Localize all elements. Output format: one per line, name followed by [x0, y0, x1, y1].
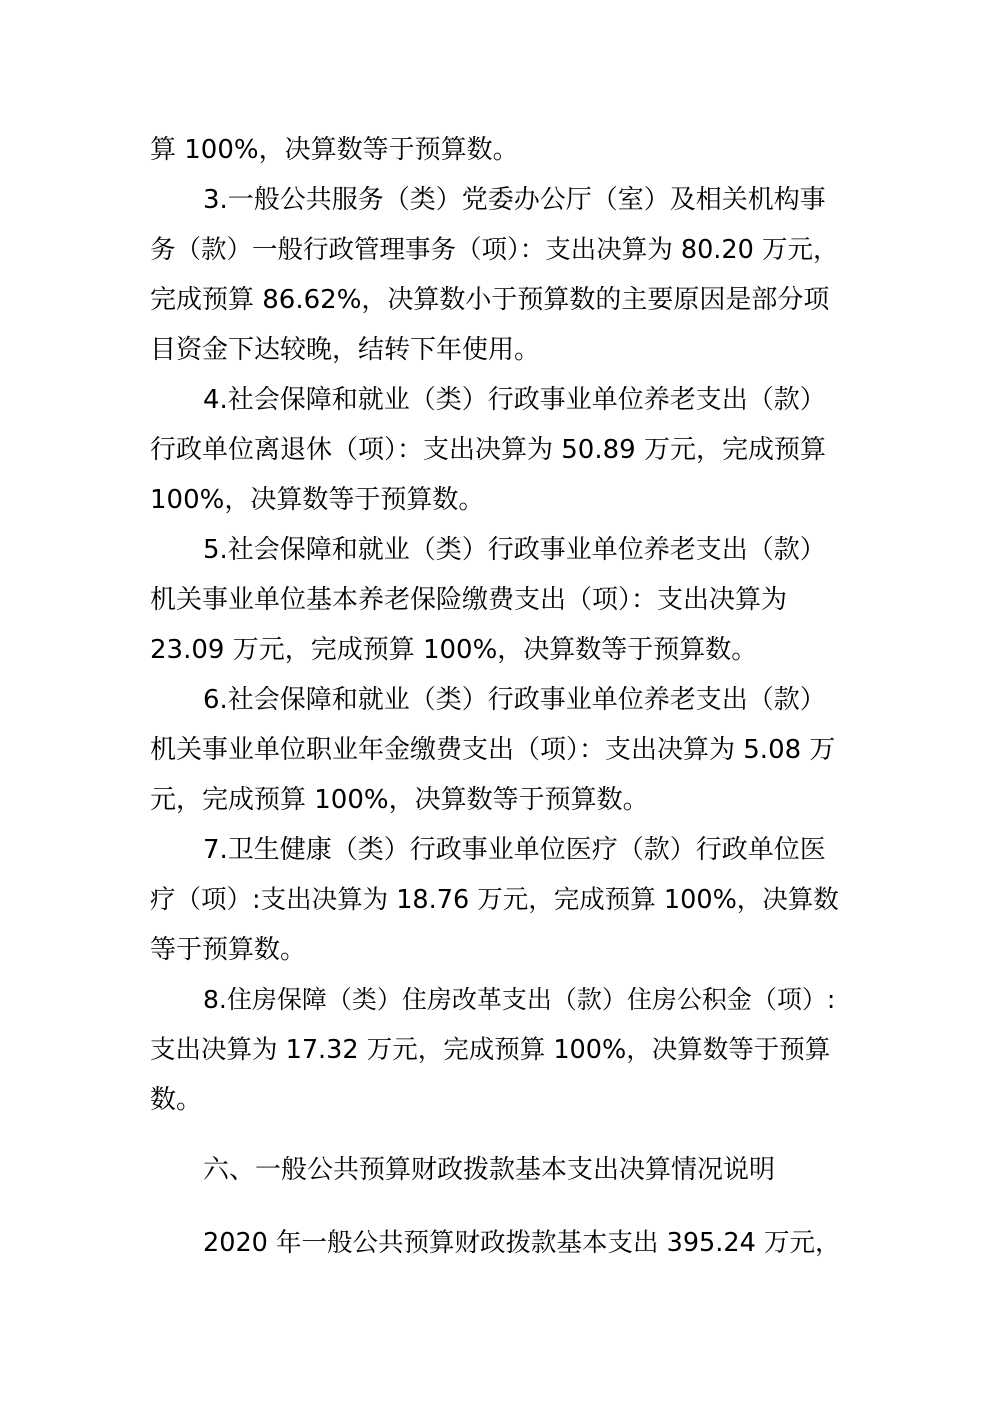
- text-line-11: 23.09 万元，完成预算 100%，决算数等于预算数。: [150, 635, 758, 665]
- text-line-22: 2020 年一般公共预算财政拨款基本支出 395.24 万元，: [203, 1228, 841, 1258]
- text-line-8: 100%，决算数等于预算数。: [150, 485, 485, 515]
- text-line-2: 3.一般公共服务（类）党委办公厅（室）及相关机构事: [203, 185, 826, 215]
- text-line-18: 8.住房保障（类）住房改革支出（款）住房公积金（项）:: [203, 985, 836, 1014]
- text-line-12: 6.社会保障和就业（类）行政事业单位养老支出（款）: [203, 685, 826, 715]
- text-line-15: 7.卫生健康（类）行政事业单位医疗（款）行政单位医: [203, 835, 826, 865]
- text-line-14: 元，完成预算 100%，决算数等于预算数。: [150, 785, 649, 815]
- text-line-10: 机关事业单位基本养老保险缴费支出（项）：支出决算为: [150, 585, 788, 615]
- text-line-16: 疗（项）:支出决算为 18.76 万元，完成预算 100%，决算数: [150, 885, 839, 915]
- text-line-7: 行政单位离退休（项）：支出决算为 50.89 万元，完成预算: [150, 435, 826, 465]
- text-line-13: 机关事业单位职业年金缴费支出（项）：支出决算为 5.08 万: [150, 735, 836, 765]
- section-heading: 六、一般公共预算财政拨款基本支出决算情况说明: [203, 1155, 776, 1185]
- text-line-3: 务（款）一般行政管理事务（项）：支出决算为 80.20 万元，: [150, 235, 839, 265]
- text-line-4: 完成预算 86.62%，决算数小于预算数的主要原因是部分项: [150, 285, 830, 315]
- text-line-1: 算 100%，决算数等于预算数。: [150, 135, 519, 165]
- text-line-6: 4.社会保障和就业（类）行政事业单位养老支出（款）: [203, 385, 826, 415]
- text-line-17: 等于预算数。: [150, 935, 307, 965]
- text-line-20: 数。: [150, 1085, 203, 1115]
- text-line-5: 目资金下达较晚，结转下年使用。: [150, 335, 541, 365]
- text-line-19: 支出决算为 17.32 万元，完成预算 100%，决算数等于预算: [150, 1035, 831, 1065]
- text-line-9: 5.社会保障和就业（类）行政事业单位养老支出（款）: [203, 535, 826, 565]
